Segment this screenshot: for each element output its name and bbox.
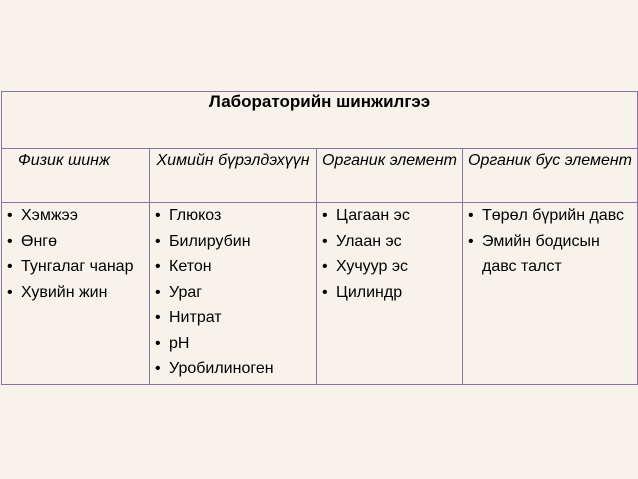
list-item-label: Кетон — [169, 258, 212, 275]
lab-test-table — [1, 91, 638, 385]
table-title: Лабораторийн шинжилгээ — [2, 92, 638, 149]
bullet-icon: • — [155, 258, 161, 275]
list-item-label: Эмийн бодисын давс талст — [482, 232, 600, 275]
list-item — [2, 203, 149, 229]
organic-cell — [317, 203, 463, 385]
list-item-label: Өнгө — [21, 232, 58, 250]
list-item-label: Цилиндр — [336, 283, 403, 301]
list-item — [2, 254, 149, 280]
list-item — [150, 305, 316, 331]
bullet-icon: • — [155, 232, 161, 250]
list-item — [317, 229, 462, 255]
list-item — [150, 356, 316, 382]
physical-list — [2, 203, 149, 305]
list-item-label: Уробилиноген — [169, 360, 274, 377]
bullet-icon: • — [468, 232, 474, 250]
list-item — [2, 280, 149, 306]
list-item — [150, 203, 316, 229]
list-item-label: Хэмжээ — [21, 207, 78, 224]
bullet-icon: • — [155, 283, 161, 301]
bullet-icon: • — [322, 258, 328, 275]
list-item-label: pH — [169, 334, 190, 352]
list-item-label: Нитрат — [169, 309, 222, 326]
list-item-label: Улаан эс — [336, 232, 402, 250]
header-row — [2, 149, 638, 203]
list-item-label: Ураг — [169, 283, 203, 301]
bullet-icon: • — [7, 258, 13, 275]
inorganic-cell — [463, 203, 638, 385]
column-header-inorganic: Органик бус элемент — [463, 149, 638, 203]
bullet-icon: • — [322, 232, 328, 250]
bullet-icon: • — [7, 232, 13, 250]
list-item — [150, 280, 316, 306]
list-item-label: Цагаан эс — [336, 207, 410, 224]
chemical-list — [150, 203, 316, 382]
column-header-physical: Физик шинж — [2, 149, 150, 203]
list-item — [150, 229, 316, 255]
list-item-label: Хучуур эс — [336, 258, 408, 275]
inorganic-list — [463, 203, 637, 280]
list-item — [463, 203, 637, 229]
items-row — [2, 203, 638, 385]
bullet-icon: • — [322, 207, 328, 224]
bullet-icon: • — [155, 334, 161, 352]
list-item-label: Тунгалаг чанар — [21, 258, 134, 275]
bullet-icon: • — [322, 283, 328, 301]
bullet-icon: • — [468, 207, 474, 224]
list-item — [317, 280, 462, 306]
list-item-label: Төрөл бүрийн давс — [482, 207, 625, 224]
bullet-icon: • — [155, 207, 161, 224]
list-item-label: Глюкоз — [169, 207, 222, 224]
title-row — [2, 92, 638, 149]
bullet-icon: • — [155, 309, 161, 326]
column-header-organic: Органик элемент — [317, 149, 463, 203]
column-header-chemical: Химийн бүрэлдэхүүн — [150, 149, 317, 203]
list-item — [2, 229, 149, 255]
list-item — [317, 203, 462, 229]
list-item — [150, 254, 316, 280]
bullet-icon: • — [155, 360, 161, 377]
list-item — [317, 254, 462, 280]
chemical-cell — [150, 203, 317, 385]
bullet-icon: • — [7, 283, 13, 301]
list-item-label: Хувийн жин — [21, 283, 108, 301]
list-item — [463, 229, 637, 280]
list-item-label: Билирубин — [169, 232, 251, 250]
organic-list — [317, 203, 462, 305]
bullet-icon: • — [7, 207, 13, 224]
list-item — [150, 331, 316, 357]
physical-cell — [2, 203, 150, 385]
